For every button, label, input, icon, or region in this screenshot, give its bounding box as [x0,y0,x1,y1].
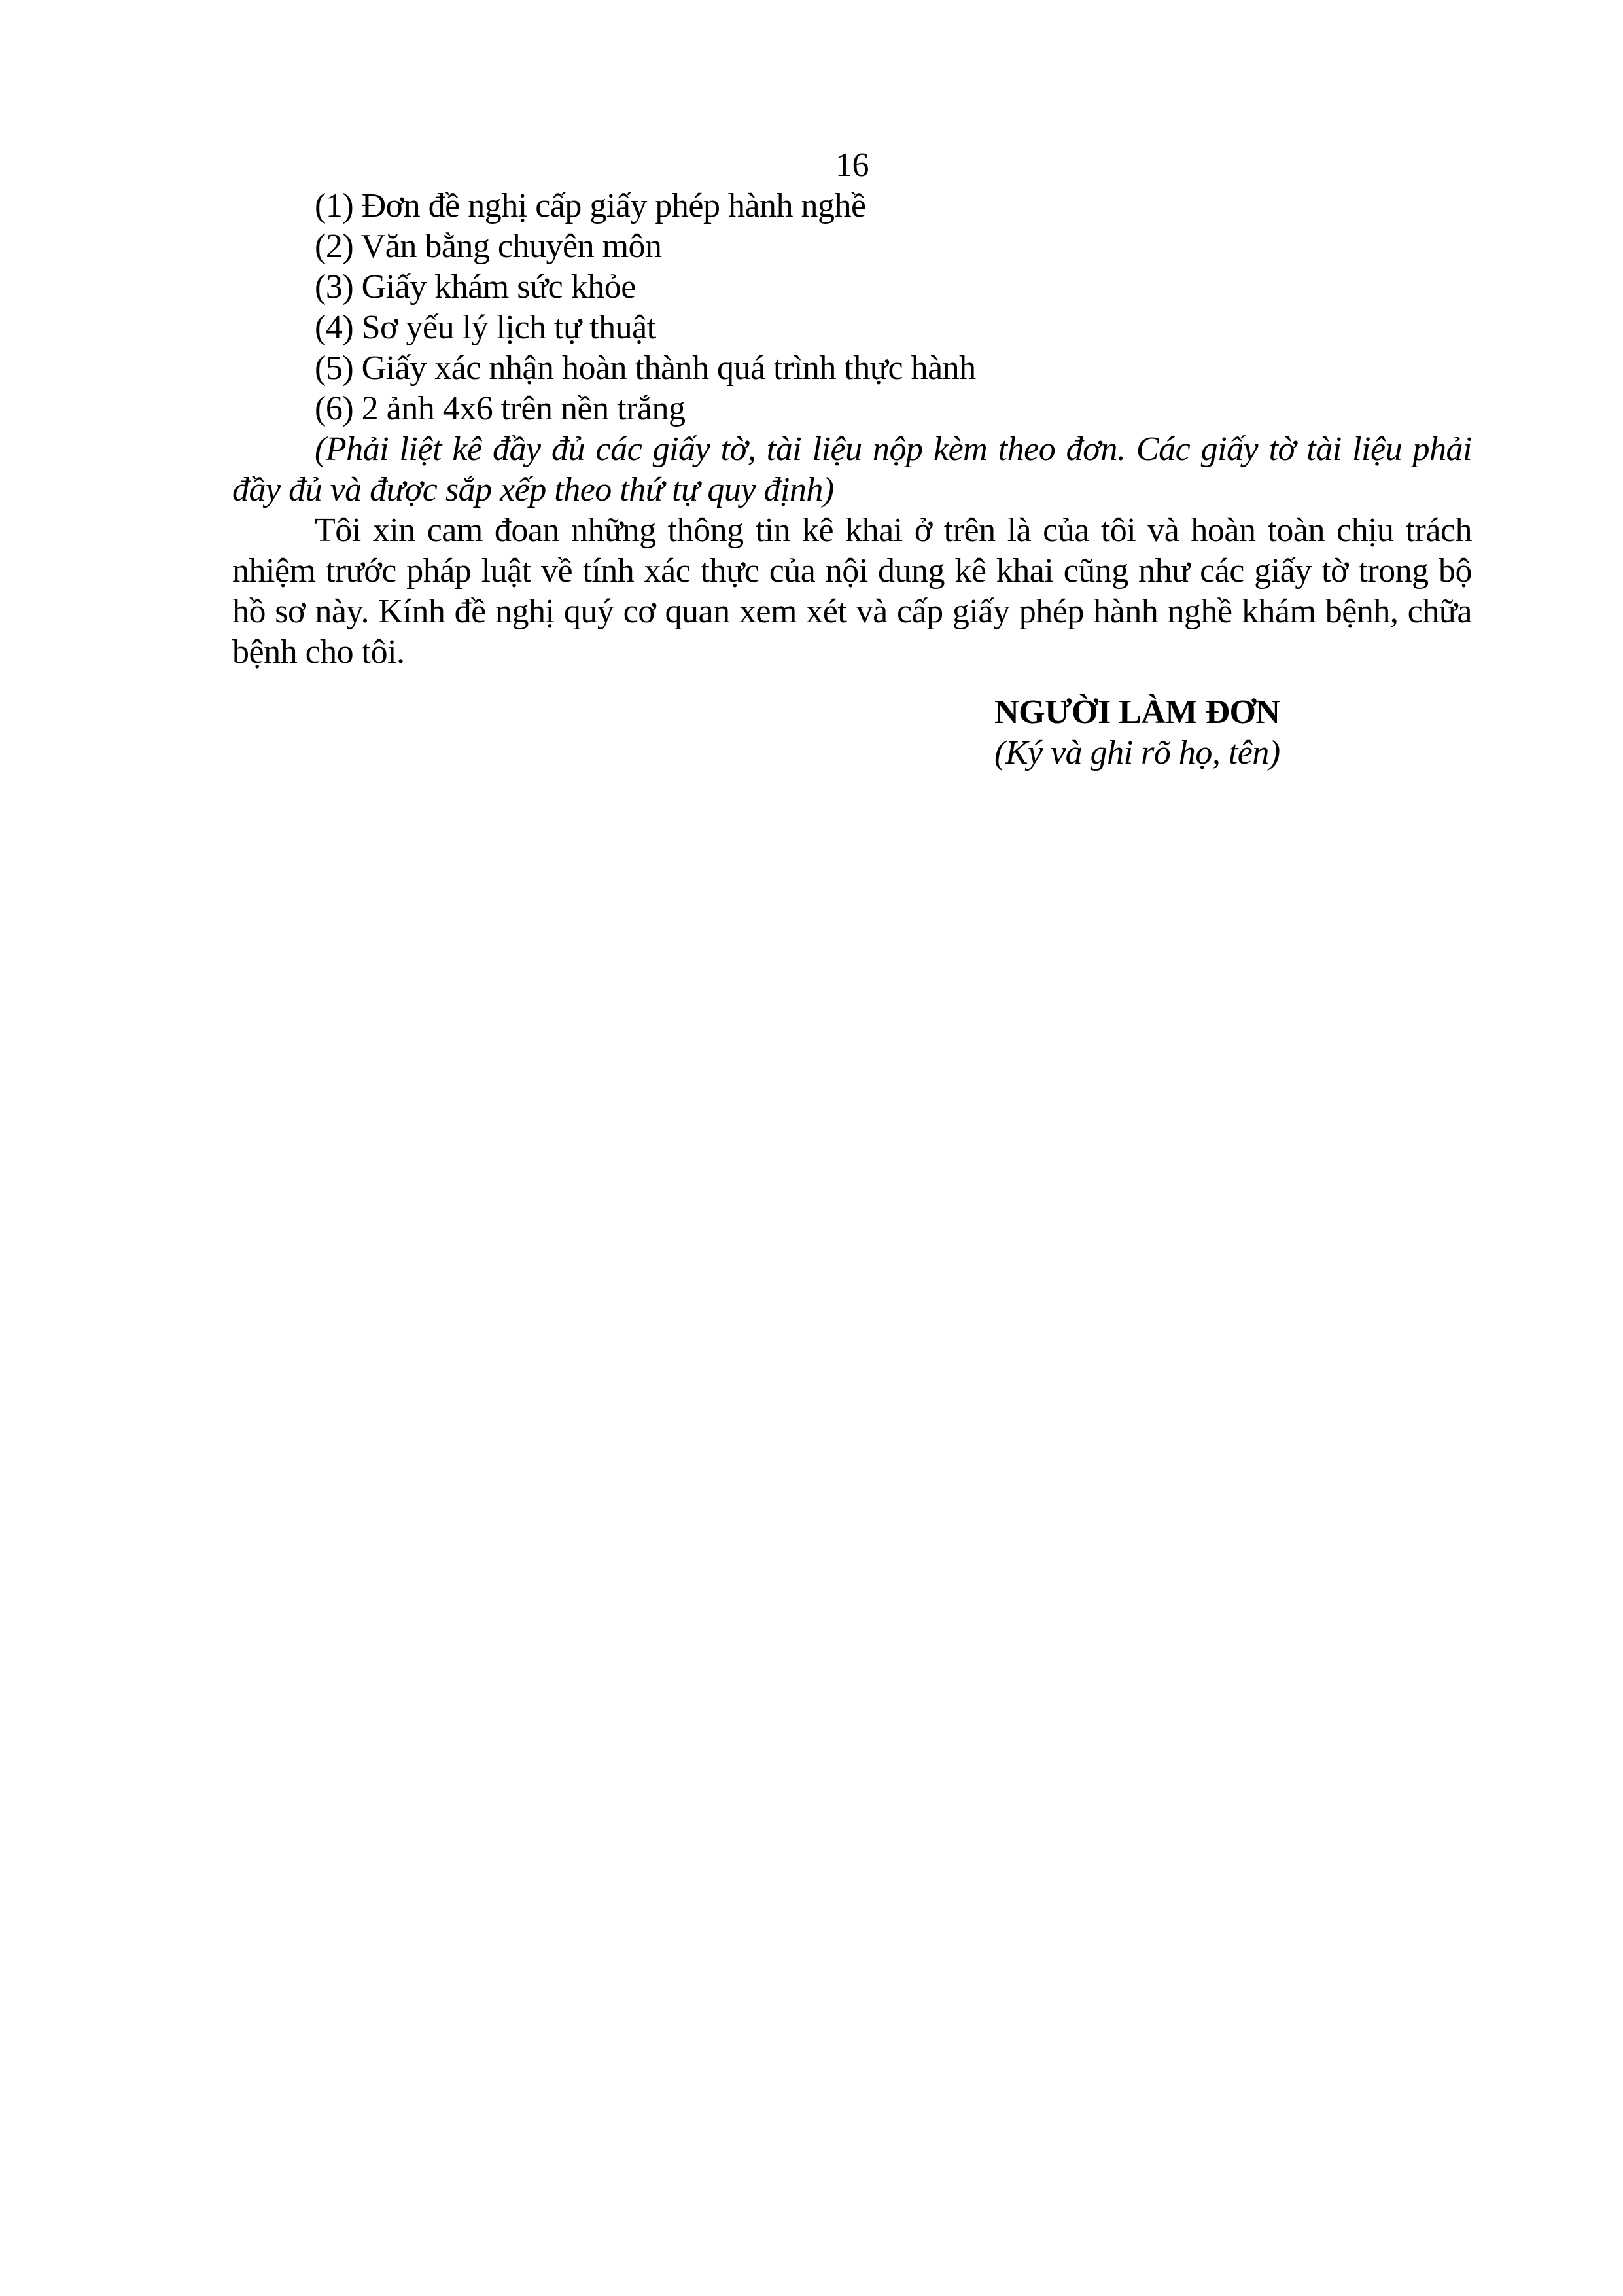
attachment-item-3: (3) Giấy khám sức khỏe [315,268,636,306]
note-paragraph: (Phải liệt kê đầy đủ các giấy tờ, tài liệu nộp kèm theo đơn. Các giấy tờ tài liệu phải đầy đủ và được sắp xếp theo thứ tự quy định) [232,431,1472,508]
signature-title: NGƯỜI LÀM ĐƠN [994,694,1280,731]
attachment-item-6: (6) 2 ảnh 4x6 trên nền trắng [315,390,686,427]
signature-block [889,692,1385,773]
attachment-item-1: (1) Đơn đề nghị cấp giấy phép hành nghề [315,187,866,224]
document-content [232,145,1472,773]
attachment-list [232,186,1472,429]
signature-subtitle: (Ký và ghi rõ họ, tên) [994,734,1280,771]
attachment-item-4: (4) Sơ yếu lý lịch tự thuật [315,309,656,346]
attachment-item-5: (5) Giấy xác nhận hoàn thành quá trình thực hành [315,349,976,387]
attachment-item-2: (2) Văn bằng chuyên môn [315,228,662,265]
declaration-paragraph: Tôi xin cam đoan những thông tin kê khai ở trên là của tôi và hoàn toàn chịu trách nhiệm trước pháp luật về tính xác thực của nội dung kê khai cũng như các giấy tờ trong bộ hồ sơ này. Kính đề nghị quý cơ quan xem xét và cấp giấy phép hành nghề khám bệnh, chữa bệnh cho tôi. [232,512,1472,671]
page-number: 16 [835,147,869,184]
